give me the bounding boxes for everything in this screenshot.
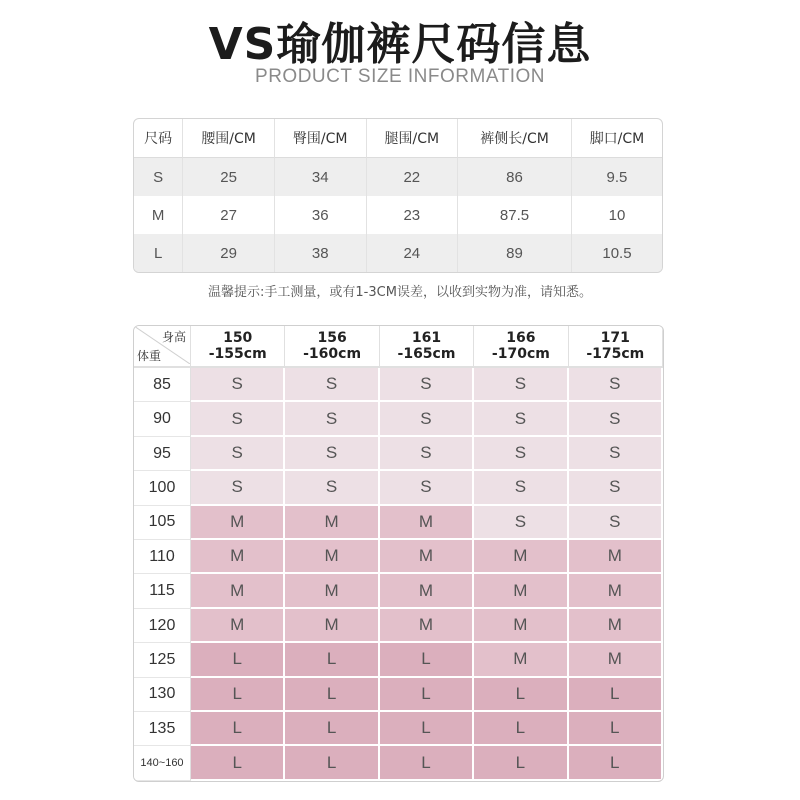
size-value: 86: [458, 158, 572, 196]
size-cell: S: [569, 402, 663, 436]
weight-value: 110: [134, 540, 191, 574]
size-value: 23: [367, 196, 459, 234]
size-value: 24: [367, 234, 459, 272]
size-cell: S: [569, 506, 663, 540]
size-cell: S: [380, 368, 474, 402]
size-cell: S: [474, 506, 568, 540]
weight-row: [134, 574, 663, 608]
size-cell: L: [569, 746, 663, 781]
weight-row: [134, 712, 663, 746]
size-cell: L: [285, 643, 379, 677]
size-cell: M: [474, 609, 568, 643]
size-value: 36: [275, 196, 367, 234]
height-label: 身高: [161, 330, 186, 344]
weight-row: [134, 678, 663, 712]
size-row: [134, 234, 662, 272]
height-range: 161 -165cm: [380, 326, 474, 368]
size-cell: M: [285, 540, 379, 574]
weight-value: 115: [134, 574, 191, 608]
size-cell: S: [380, 402, 474, 436]
size-cell: S: [191, 402, 285, 436]
weight-row: [134, 609, 663, 643]
weight-value: 140~160: [134, 746, 191, 781]
measurement-note: 温馨提示:手工测量，或有1-3CM误差，以收到实物为准，请知悉。: [208, 285, 592, 300]
weight-row: [134, 746, 663, 781]
size-cell: L: [191, 746, 285, 781]
size-cell: S: [191, 368, 285, 402]
size-cell: L: [380, 643, 474, 677]
size-value: 10.5: [572, 234, 662, 272]
size-cell: S: [569, 437, 663, 471]
size-cell: S: [285, 471, 379, 505]
size-cell: M: [474, 540, 568, 574]
weight-label: 体重: [137, 349, 162, 363]
size-cell: S: [474, 402, 568, 436]
weight-value: 120: [134, 609, 191, 643]
height-range: 156 -160cm: [285, 326, 379, 368]
col-length: 裤侧长/CM: [458, 119, 572, 158]
weight-value: 135: [134, 712, 191, 746]
weight-row: [134, 368, 663, 402]
size-cell: S: [191, 471, 285, 505]
height-range: 166 -170cm: [474, 326, 568, 368]
weight-row: [134, 643, 663, 677]
size-cell: S: [285, 437, 379, 471]
size-value: 87.5: [458, 196, 572, 234]
size-cell: M: [569, 609, 663, 643]
size-cell: S: [474, 368, 568, 402]
size-value: 29: [183, 234, 275, 272]
size-cell: M: [380, 506, 474, 540]
col-thigh: 腿围/CM: [367, 119, 459, 158]
size-cell: M: [569, 540, 663, 574]
size-value: 34: [275, 158, 367, 196]
size-cell: M: [191, 540, 285, 574]
size-cell: M: [474, 643, 568, 677]
weight-row: [134, 506, 663, 540]
size-cell: S: [474, 471, 568, 505]
size-cell: L: [285, 746, 379, 781]
size-cell: M: [191, 609, 285, 643]
size-cell: M: [285, 609, 379, 643]
size-table-header: [134, 119, 662, 158]
size-cell: L: [474, 678, 568, 712]
size-value: 38: [275, 234, 367, 272]
col-hem: 脚口/CM: [572, 119, 662, 158]
page-subtitle: PRODUCT SIZE INFORMATION: [255, 66, 545, 87]
height-range: 171 -175cm: [569, 326, 663, 368]
weight-row: [134, 402, 663, 436]
size-cell: S: [380, 471, 474, 505]
size-cell: M: [380, 574, 474, 608]
size-cell: M: [285, 574, 379, 608]
size-value: 9.5: [572, 158, 662, 196]
weight-value: 125: [134, 643, 191, 677]
size-cell: M: [380, 540, 474, 574]
size-cell: M: [191, 574, 285, 608]
height-header-row: [134, 326, 663, 368]
weight-value: 90: [134, 402, 191, 436]
corner-cell: [134, 326, 191, 368]
size-table: [133, 118, 663, 273]
size-cell: L: [380, 678, 474, 712]
weight-value: 95: [134, 437, 191, 471]
col-hip: 臀围/CM: [275, 119, 367, 158]
size-cell: L: [569, 678, 663, 712]
size-cell: S: [569, 471, 663, 505]
size-cell: L: [474, 746, 568, 781]
size-cell: L: [569, 712, 663, 746]
size-cell: L: [474, 712, 568, 746]
size-value: 89: [458, 234, 572, 272]
size-cell: L: [380, 746, 474, 781]
size-row: [134, 158, 662, 196]
size-row: [134, 196, 662, 234]
weight-value: 85: [134, 368, 191, 402]
size-cell: M: [474, 574, 568, 608]
size-cell: M: [569, 574, 663, 608]
size-label: M: [134, 196, 183, 234]
weight-value: 100: [134, 471, 191, 505]
size-cell: L: [380, 712, 474, 746]
size-cell: M: [380, 609, 474, 643]
size-cell: S: [569, 368, 663, 402]
weight-row: [134, 471, 663, 505]
height-range: 150 -155cm: [191, 326, 285, 368]
size-cell: S: [191, 437, 285, 471]
size-cell: L: [191, 678, 285, 712]
size-cell: S: [285, 368, 379, 402]
height-weight-table: [133, 325, 664, 782]
col-waist: 腰围/CM: [183, 119, 275, 158]
size-value: 10: [572, 196, 662, 234]
size-value: 25: [183, 158, 275, 196]
size-label: S: [134, 158, 183, 196]
size-cell: L: [191, 643, 285, 677]
size-cell: M: [285, 506, 379, 540]
page-title: VS瑜伽裤尺码信息: [208, 19, 592, 70]
size-cell: S: [474, 437, 568, 471]
weight-value: 130: [134, 678, 191, 712]
size-cell: L: [285, 712, 379, 746]
size-cell: S: [285, 402, 379, 436]
size-cell: M: [569, 643, 663, 677]
size-label: L: [134, 234, 183, 272]
size-value: 22: [367, 158, 459, 196]
size-cell: S: [380, 437, 474, 471]
weight-value: 105: [134, 506, 191, 540]
size-cell: M: [191, 506, 285, 540]
weight-row: [134, 437, 663, 471]
size-cell: L: [191, 712, 285, 746]
col-size: 尺码: [134, 119, 183, 158]
size-value: 27: [183, 196, 275, 234]
size-cell: L: [285, 678, 379, 712]
weight-row: [134, 540, 663, 574]
